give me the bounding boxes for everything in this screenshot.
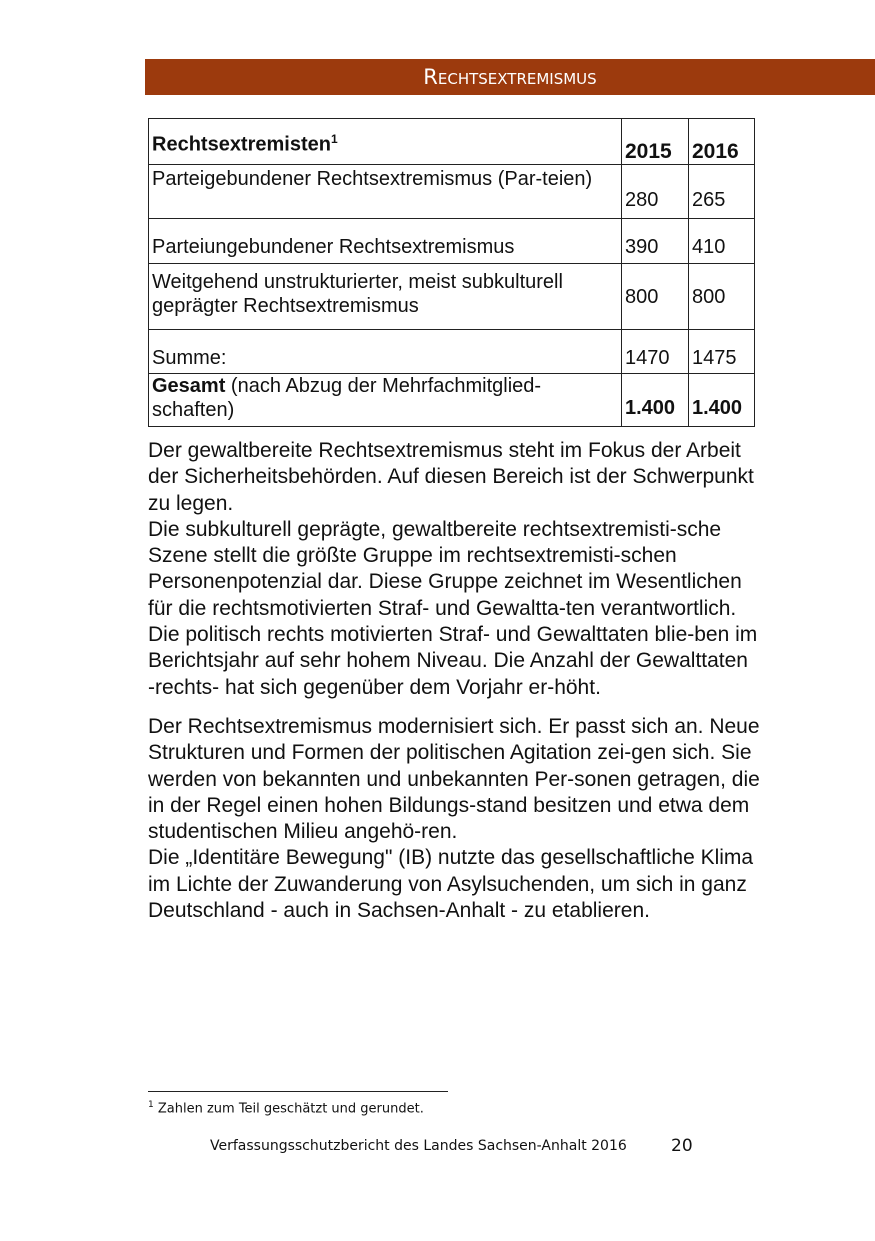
row-value-2015: 390 xyxy=(622,219,689,264)
paragraph: Die „Identitäre Bewegung" (IB) nutzte das gesellschaftliche Klima im Lichte der Zuwanderung von Asylsuchenden, um sich in ganz Deutschland - auch in Sachsen-Anhalt - zu etablieren. xyxy=(148,846,754,923)
table-row xyxy=(149,219,755,264)
total-value-2015: 1.400 xyxy=(622,374,689,427)
paragraph: Die subkulturell geprägte, gewaltbereite rechtsextremisti-sche Szene stellt die größte Gruppe im rechtsextremisti-schen Personenpotenzial dar. Diese Gruppe zeichnet im Wesentlichen für die rechtsmotivierten Straf- und Gewaltta-ten verantwortlich. xyxy=(148,517,742,620)
total-label: Gesamt (nach Abzug der Mehrfachmitglied-schaften) xyxy=(149,374,622,427)
row-label: Parteiungebundener Rechtsextremismus xyxy=(149,219,622,264)
row-label: Parteigebundener Rechtsextremismus (Par-teien) xyxy=(149,165,622,219)
table-header-2015: 2015 xyxy=(622,119,689,165)
table-header-label: Rechtsextremisten$^1$ xyxy=(149,119,622,165)
row-value-2016: 410 xyxy=(689,219,755,264)
body-text xyxy=(148,438,760,924)
row-label: Summe: xyxy=(149,330,622,374)
row-value-2016: 265 xyxy=(689,165,755,219)
footnote-number: 1 xyxy=(148,1100,154,1110)
paragraph: Die politisch rechts motivierten Straf- und Gewalttaten blie-ben im Berichtsjahr auf sehr hohem Niveau. Die Anzahl der Gewalttaten -rechts- hat sich gegenüber dem Vorjahr er-höht. xyxy=(148,623,758,699)
paragraph: Der Rechtsextremismus modernisiert sich. Er passt sich an. Neue Strukturen und Formen der politischen Agitation zei-gen sich. Sie werden von bekannten und unbekannten Per-sonen getragen, die in der Regel einen hohen Bildungs-stand besitzen und etwa dem studentischen Milieu angehö-ren. xyxy=(148,714,760,844)
row-value-2015: 800 xyxy=(622,264,689,330)
row-label: Weitgehend unstrukturierter, meist subkulturell geprägter Rechtsextremismus xyxy=(149,264,622,330)
footnote-divider xyxy=(148,1091,448,1092)
table-header-2016: 2016 xyxy=(689,119,755,165)
total-value-2016: 1.400 xyxy=(689,374,755,427)
table-total-row xyxy=(149,374,755,427)
page-footer: Verfassungsschutzbericht des Landes Sachsen-Anhalt 2016 xyxy=(210,1138,627,1154)
table-row xyxy=(149,264,755,330)
row-value-2016: 1475 xyxy=(689,330,755,374)
row-value-2015: 280 xyxy=(622,165,689,219)
footnote-text: Zahlen zum Teil geschätzt und gerundet. xyxy=(153,1101,424,1117)
table-header-row xyxy=(149,119,755,165)
statistics-table xyxy=(148,118,755,427)
row-value-2016: 800 xyxy=(689,264,755,330)
page-number: 20 xyxy=(671,1136,693,1156)
footnote xyxy=(148,1100,424,1116)
footnote-marker: 1 xyxy=(330,131,338,146)
section-header xyxy=(145,59,875,95)
paragraph: Der gewaltbereite Rechtsextremismus steht im Fokus der Arbeit der Sicherheitsbehörden. Auf diesen Bereich ist der Schwerpunkt zu legen. xyxy=(148,439,754,515)
table-row xyxy=(149,165,755,219)
row-value-2015: 1470 xyxy=(622,330,689,374)
section-title: Rechtsextremismus xyxy=(423,65,597,89)
table-row xyxy=(149,330,755,374)
